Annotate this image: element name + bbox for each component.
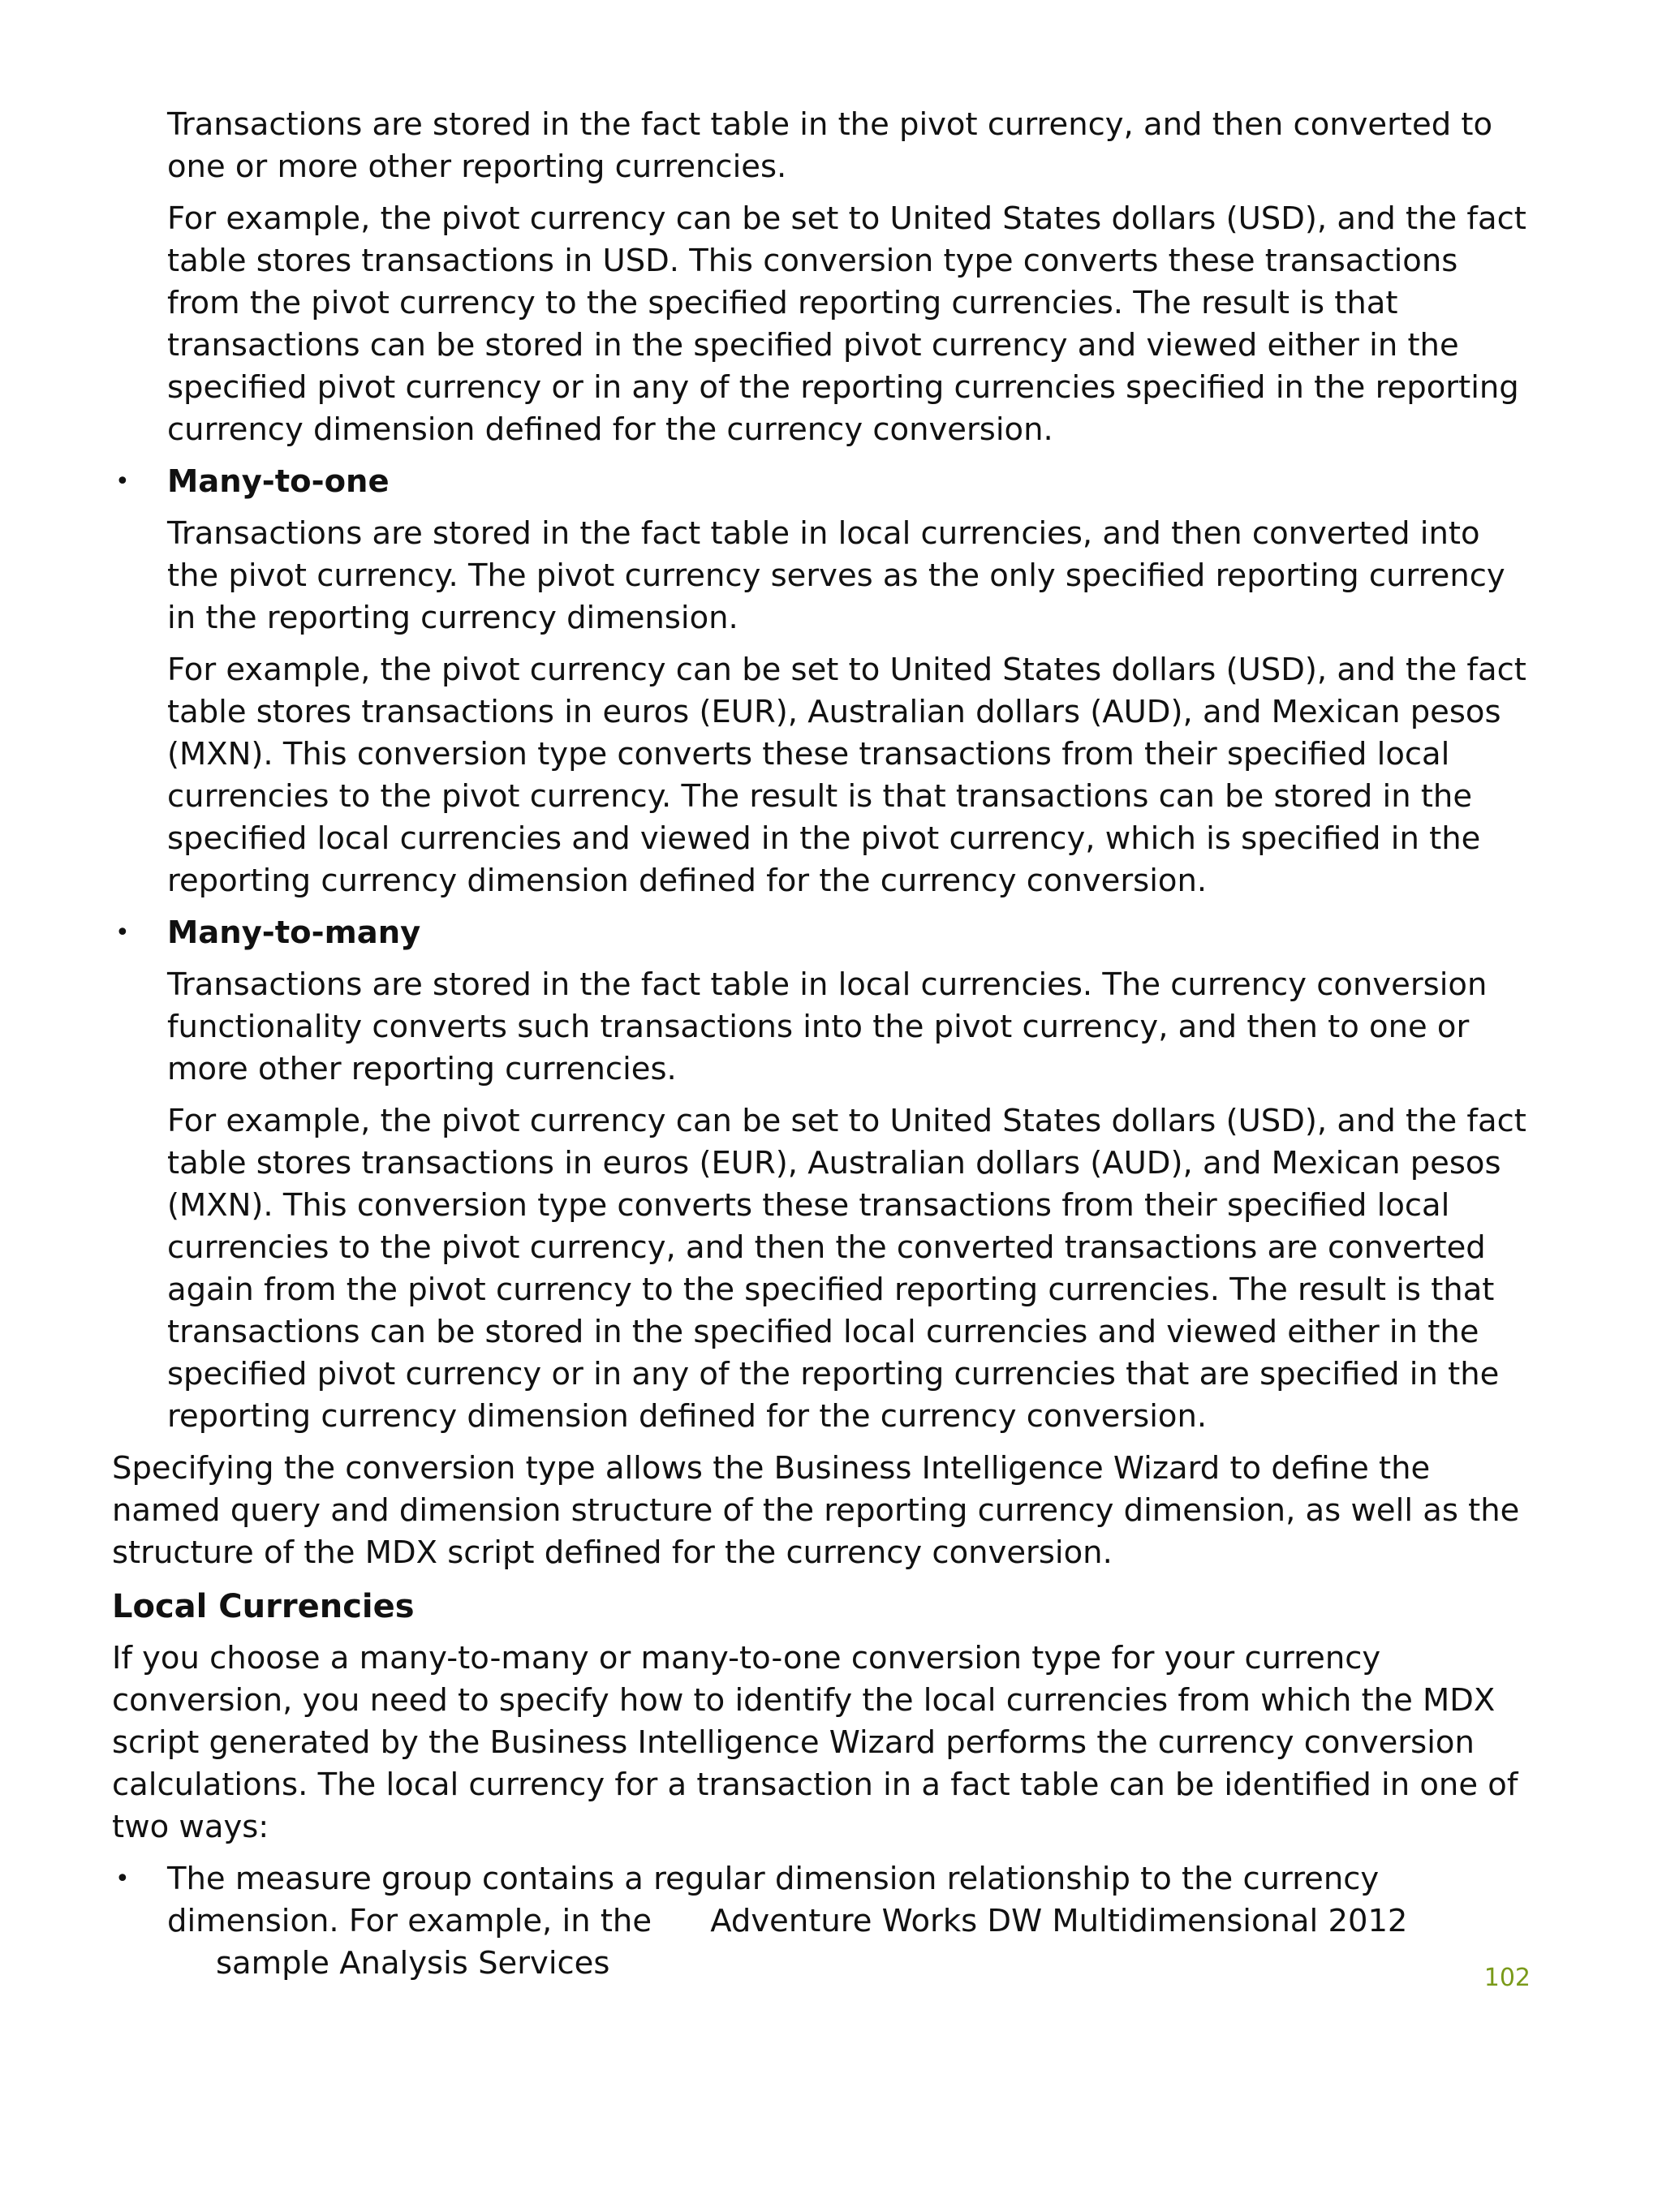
paragraph: If you choose a many-to-many or many-to-one conversion type for your currency conversion, you need to specify how to identify the local currencies from which the MDX script generated by the Business Intelligence Wizard performs the currency conversion calculations. The local currency for a transaction in a fact table can be identified in one of two ways:: [112, 1640, 1518, 1845]
document-page: [112, 104, 1540, 1985]
bullet-text: sample Analysis Services: [216, 1945, 610, 1982]
paragraph: Transactions are stored in the fact table in local currencies. The currency conversion functionality converts such transactions into the pivot currency, and then to one or more other reporting currencies.: [167, 966, 1488, 1087]
paragraph: For example, the pivot currency can be set to United States dollars (USD), and the fact table stores transactions in euros (EUR), Australian dollars (AUD), and Mexican pesos (MXN). This conversion type converts these transactions from their specified local currencies to the pivot currency. The result is that transactions can be stored in the specified local currencies and viewed in the pivot currency, which is specified in the reporting currency dimension defined for the currency conversion.: [167, 652, 1526, 899]
bullet-text: The measure group contains a regular dimension relationship to the currency dimension. For example, in the: [167, 1861, 1380, 1939]
bullet-item-many-to-one: [112, 461, 1540, 503]
bullet-icon: •: [115, 1865, 130, 1893]
paragraph: Transactions are stored in the fact table in the pivot currency, and then converted to one or more other reporting currencies.: [167, 106, 1493, 185]
bullet-icon: •: [115, 467, 130, 496]
bullet-icon: •: [115, 919, 130, 947]
section-heading: Local Currencies: [112, 1588, 415, 1625]
paragraph: Transactions are stored in the fact table in local currencies, and then converted into the pivot currency. The pivot currency serves as the only specified reporting currency in the reporting currency dimension.: [167, 515, 1505, 636]
bullet-item-regular-dimension: [112, 1858, 1540, 1985]
bullet-item-many-to-many: [112, 912, 1540, 954]
paragraph: For example, the pivot currency can be set to United States dollars (USD), and the fact table stores transactions in euros (EUR), Australian dollars (AUD), and Mexican pesos (MXN). This conversion type converts these transactions from their specified local currencies to the pivot currency, and then the converted transactions are converted again from the pivot currency to the specified reporting currencies. The result is that transactions can be stored in the specified local currencies and viewed either in the specified pivot currency or in any of the reporting currencies that are specified in the reporting currency dimension defined for the currency conversion.: [167, 1103, 1526, 1435]
paragraph: Specifying the conversion type allows the Business Intelligence Wizard to define the named query and dimension structure of the reporting currency dimension, as well as the structure of the MDX script defined for the currency conversion.: [112, 1450, 1520, 1571]
page-number: 102: [1483, 1964, 1531, 1992]
bullet-title: Many-to-many: [167, 914, 421, 951]
sample-database-reference: Adventure Works DW Multidimensional 2012: [710, 1903, 1408, 1939]
bullet-title: Many-to-one: [167, 463, 390, 500]
paragraph: For example, the pivot currency can be set to United States dollars (USD), and the fact table stores transactions in USD. This conversion type converts these transactions from the pivot currency to the specified reporting currencies. The result is that transactions can be stored in the specified pivot currency and viewed either in the specified pivot currency or in any of the reporting currencies specified in the reporting currency dimension defined for the currency conversion.: [167, 200, 1526, 448]
